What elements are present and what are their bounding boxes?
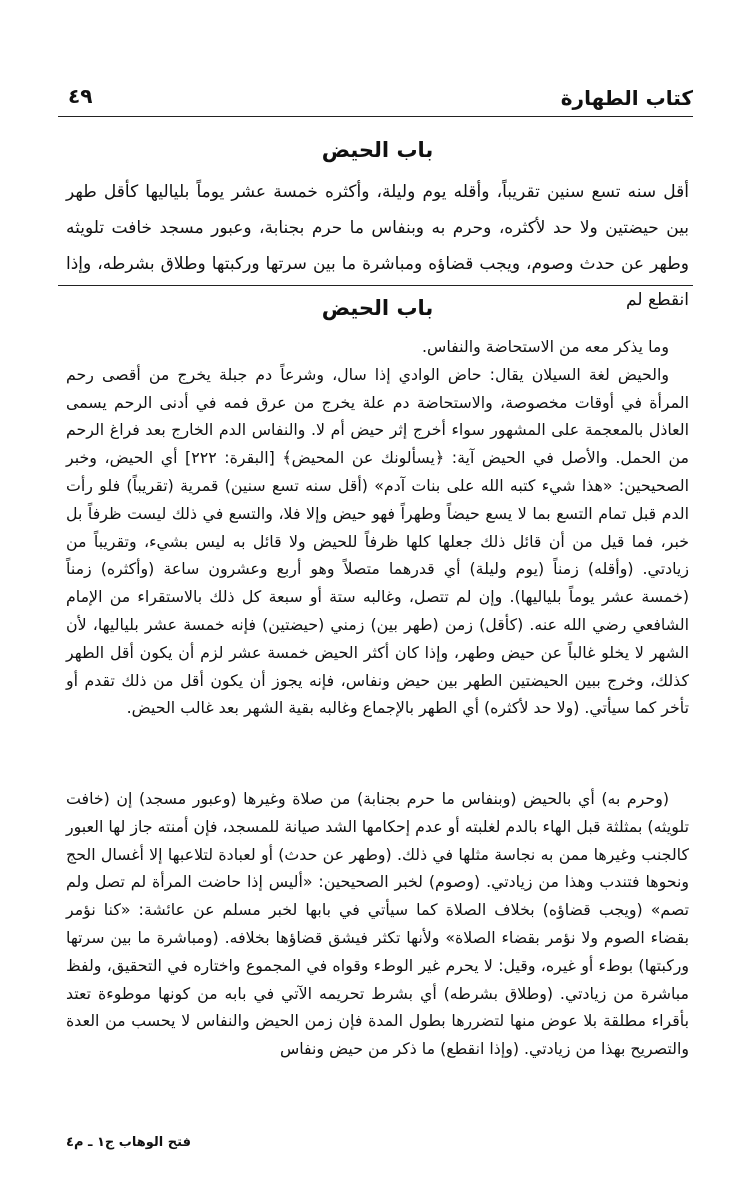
section-divider bbox=[58, 285, 693, 286]
matn-text: أقل سنه تسع سنين تقريباً، وأقله يوم وليلة، وأكثره خمسة عشر يوماً بلياليها كأقل طهر بين حيضتين ولا حد لأكثره، وحرم به وبنفاس ما حرم بجنابة، وعبور مسجد خافت تلويثه وطهر عن حدث وصوم، ويجب قضاؤه ومباشرة ما بين سرتها وركبتها وطلاق بشرطه، وإذا انقطع لم bbox=[66, 182, 689, 310]
page-header bbox=[58, 84, 693, 114]
commentary-paragraph: والحيض لغة السيلان يقال: حاض الوادي إذا سال، وشرعاً دم جبلة يخرج من أقصى رحم المرأة في أوقات مخصوصة، والاستحاضة دم علة يخرج من عرق فمه في أدنى الرحم يسمى العاذل بالمعجمة على المشهور سواء أخرج إثر حيض أم لا. والنفاس الدم الخارج بعد فراغ الرحم من الحمل. والأصل في الحيض آية: ﴿يسألونك عن المحيض﴾ [البقرة: ٢٢٢] أي الحيض، وخبر الصحيحين: «هذا شيء كتبه الله على بنات آدم» (أقل سنه تسع سنين) قمرية (تقريباً) فلو رأت الدم قبل تمام التسع بما لا يسع حيضاً وطهراً فهو حيض وإلا فلا، والتسع في ذلك ليست ظرفاً بل خبر، فما قيل من أن قائل ذلك جعلها كلها ظرفاً للحيض ولا قائل به ليس بشيء، وتقريباً من زيادتي. (وأقله) زمناً (يوم وليلة) أي قدرهما متصلاً وهو أربع وعشرون ساعة (وأكثره) زمناً (خمسة عشر يوماً بلياليها). وإن لم تتصل، وغالبه ستة أو سبعة كل ذلك بالاستقراء من الإمام الشافعي رضي الله عنه. (كأقل) زمن (طهر بين) زمني (حيضتين) فإنه خمسة عشر بلياليها، لأن الشهر لا يخلو غالباً عن حيض وطهر، وإذا كان أكثر الحيض خمسة عشر لزم أن يكون أقل الطهر كذلك، وخرج ببين الحيضتين الطهر بين حيض ونفاس، فإنه يجوز أن يكون أقل من ذلك تقدم أو تأخر كما سيأتي. (ولا حد لأكثره) أي الطهر بالإجماع وغالبه بقية الشهر بعد غالب الحيض. bbox=[66, 364, 689, 718]
commentary-intro: وما يذكر معه من الاستحاضة والنفاس. bbox=[422, 337, 669, 356]
matn-heading: باب الحيض bbox=[321, 138, 434, 162]
header-rule bbox=[58, 116, 693, 117]
commentary-heading: باب الحيض bbox=[321, 296, 434, 320]
commentary-paragraph: (وحرم به) أي بالحيض (وبنفاس ما حرم بجنابة) من صلاة وغيرها (وعبور مسجد) إن (خافت تلويثه) بمثلثة قبل الهاء بالدم لغلبته أو عدم إحكامها الشد صيانة للمسجد، فإن أمنته جاز لها العبور كالجنب وغيرها ممن به نجاسة مثلها في ذلك. (وطهر عن حدث) أو لعبادة لتلاعبها إلا أغسال الحج ونحوها فتندب وهذا من زيادتي. (وصوم) لخبر الصحيحين: «أليس إذا حاضت المرأة لم تصل ولم تصم» (ويجب قضاؤه) بخلاف الصلاة كما سيأتي في بابها لخبر مسلم عن عائشة: «كنا نؤمر بقضاء الصوم ولا نؤمر بقضاء الصلاة» ولأنها تكثر فيشق قضاؤها بخلافه. (ومباشرة ما بين سرتها وركبتها) بوطء أو غيره، وقيل: لا يحرم غير الوطء وقواه في المجموع واختاره في التحقيق، ولفظ مباشرة من زيادتي. (وطلاق بشرطه) أي بشرط تحريمه الآتي في بابه من كونها موطوءة تعتد بأقراء مطلقة بلا عوض منها لتضررها بطول المدة فإن زمن الحيض والنفاس لا يحسب من العدة والتصريح بهذا من زيادتي. (وإذا انقطع) ما ذكر من حيض ونفاس bbox=[66, 789, 689, 1059]
commentary-part-2 bbox=[66, 785, 689, 1063]
signature-mark: فتح الوهاب ج١ ـ م٤ bbox=[66, 1135, 191, 1150]
running-title: كتاب الطهارة bbox=[560, 86, 693, 110]
commentary-part-1 bbox=[66, 333, 689, 722]
page-number: ٤٩ bbox=[68, 84, 93, 108]
